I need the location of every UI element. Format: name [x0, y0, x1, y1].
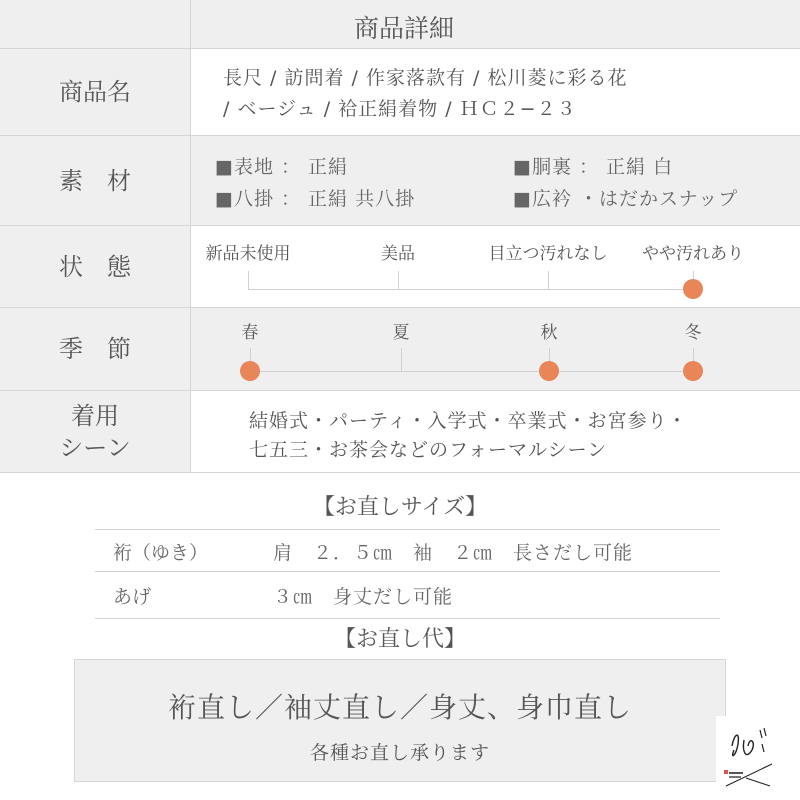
- material-item-omote: ■表地 ： 正絹: [215, 156, 349, 178]
- material-item-hiroeri: ■広衿 ・はだかスナップ: [513, 188, 739, 210]
- header-label-cell: [0, 0, 191, 48]
- scene-line-1: 結婚式・パーティ・入学式・卒業式・お宮参り・: [249, 410, 688, 432]
- season-scale-label: 春: [241, 323, 259, 343]
- scene-label-line-2: シーン: [59, 433, 131, 462]
- scene-row: [0, 391, 800, 473]
- condition-row: [0, 226, 800, 308]
- product-name-label: 商品名: [0, 49, 191, 135]
- condition-scale-tick: [398, 271, 399, 289]
- spec-title: 商品詳細: [354, 14, 455, 43]
- alteration-row-detail: ３㎝ 身丈だし可能: [273, 586, 454, 608]
- alteration-fee-main: 裄直し／袖丈直し／身丈、身巾直し: [167, 691, 632, 724]
- product-name-row: [0, 49, 800, 136]
- season-scale-line: [250, 371, 693, 372]
- season-selected-dot: [539, 361, 559, 381]
- condition-scale-label: 美品: [381, 244, 415, 264]
- condition-scale: [191, 226, 800, 307]
- season-scale-label: 夏: [392, 323, 410, 343]
- alteration-row-name: 裄（ゆき）: [113, 542, 209, 564]
- season-label: 季 節: [0, 308, 191, 390]
- alteration-fee-box: [74, 659, 726, 782]
- alteration-row-yuki: [95, 530, 720, 572]
- alteration-row-name: あげ: [113, 586, 152, 608]
- material-row: [0, 136, 800, 226]
- product-name-line-1: 長尺 / 訪問着 / 作家落款有 / 松川菱に彩る花: [223, 67, 628, 89]
- condition-scale-label: 新品未使用: [205, 244, 291, 264]
- alteration-row-age: [95, 572, 720, 619]
- condition-scale-tick: [248, 271, 249, 289]
- header-content-cell: [191, 0, 800, 48]
- condition-selected-dot: [683, 279, 703, 299]
- condition-scale-tick: [548, 271, 549, 289]
- alteration-fee-sub: 各種お直し承ります: [309, 742, 490, 764]
- condition-scale-label: 目立つ汚れなし: [488, 244, 608, 264]
- alteration-size-table: [95, 529, 720, 619]
- season-scale: [191, 308, 800, 390]
- scene-value: [191, 391, 800, 472]
- season-row: [0, 308, 800, 391]
- season-scale-label: 冬: [684, 323, 702, 343]
- condition-scale-label: やや汚れあり: [642, 244, 744, 264]
- alteration-fee-title: 【お直し代】: [333, 627, 466, 652]
- material-label: 素 材: [0, 136, 191, 225]
- scene-label-line-1: 着用: [71, 401, 119, 430]
- season-scale-tick: [401, 348, 402, 371]
- spec-header-row: [0, 0, 800, 49]
- alteration-size-title: 【お直しサイズ】: [312, 495, 488, 520]
- furikimono-logo-icon: [716, 716, 780, 792]
- material-item-doura: ■胴裏 ： 正絹 白: [513, 156, 674, 178]
- condition-label: 状 態: [0, 226, 191, 307]
- season-selected-dot: [683, 361, 703, 381]
- scene-line-2: 七五三・お茶会などのフォーマルシーン: [249, 439, 608, 461]
- product-name-line-2: / ベージュ / 袷正絹着物 / ＨＣ２−２３: [223, 98, 577, 120]
- product-name-value: [191, 49, 800, 135]
- season-selected-dot: [240, 361, 260, 381]
- scene-label: [0, 391, 191, 472]
- material-value: [191, 136, 800, 225]
- material-item-hakkake: ■八掛 ： 正絹 共八掛: [215, 188, 416, 210]
- condition-scale-line: [248, 289, 693, 290]
- alteration-row-detail: 肩 ２．５㎝ 袖 ２㎝ 長さだし可能: [273, 542, 634, 564]
- season-scale-label: 秋: [540, 323, 558, 343]
